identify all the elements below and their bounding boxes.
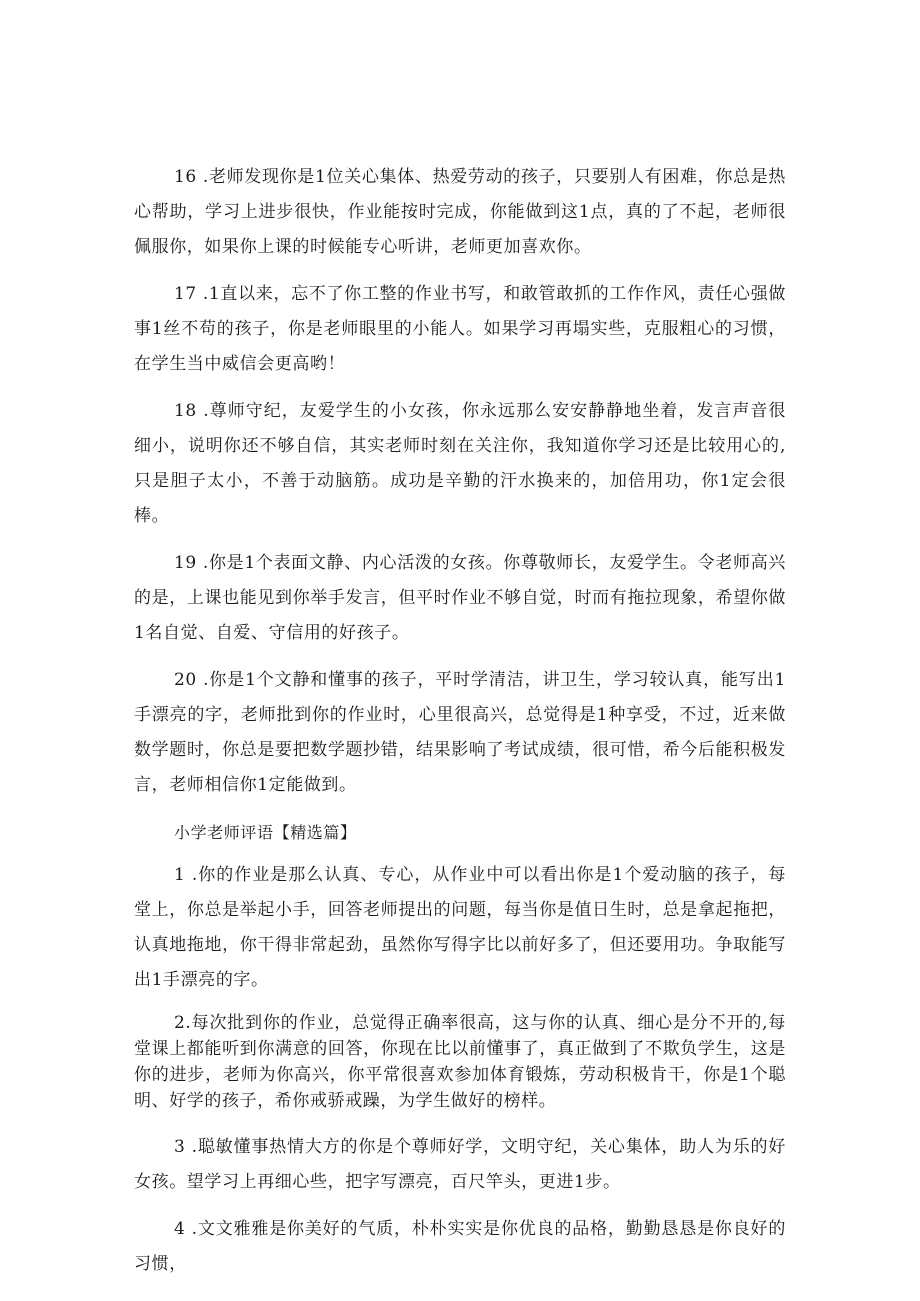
section-heading: 小学老师评语【精选篇】	[174, 823, 357, 842]
comment-paragraph-17: 17 .1直以来，忘不了你工整的作业书写，和敢管敢抓的工作作风，责任心强做事1丝不苟的孩子，你是老师眼里的小能人。如果学习再塌实些，克服粗心的习惯，在学生当中威信会更高哟！	[134, 284, 786, 374]
selected-comment-4: 4 .文文雅雅是你美好的气质，朴朴实实是你优良的品格，勤勤恳恳是你良好的习惯，	[134, 1219, 786, 1274]
comment-paragraph-20: 20 .你是1个文静和懂事的孩子，平时学清洁，讲卫生，学习较认真，能写出1手漂亮的字，老师批到你的作业时，心里很高兴，总觉得是1种享受，不过，近来做数学题时，你总是要把数学题抄错，结果影响了考试成绩，很可惜，希今后能积极发言，老师相信你1定能做到。	[134, 670, 786, 795]
document-body	[134, 160, 786, 1294]
selected-comment-2: 2.每次批到你的作业，总觉得正确率很高，这与你的认真、细心是分不开的,每堂课上都能听到你满意的回答，你现在比以前懂事了，真正做到了不欺负学生，这是你的进步，老师为你高兴，你平常很喜欢参加体育锻炼，劳动积极肯干，你是1个聪明、好学的孩子，希你戒骄戒躁，为学生做好的榜样。	[134, 1013, 786, 1111]
selected-comment-3: 3 .聪敏懂事热情大方的你是个尊师好学，文明守纪，关心集体，助人为乐的好女孩。望学习上再细心些，把字写漂亮，百尺竿头，更进1步。	[134, 1137, 786, 1192]
comment-paragraph-18: 18 .尊师守纪，友爱学生的小女孩，你永远那么安安静静地坐着，发言声音很细小，说明你还不够自信，其实老师时刻在关注你，我知道你学习还是比较用心的,只是胆子太小，不善于动脑筋。成功是辛勤的汗水换来的，加倍用功，你1定会很棒。	[134, 401, 786, 526]
selected-comment-1: 1 .你的作业是那么认真、专心，从作业中可以看出你是1个爱动脑的孩子，每堂上，你总是举起小手，回答老师提出的问题，每当你是值日生时，总是拿起拖把，认真地拖地，你干得非常起劲，虽然你写得字比以前好多了，但还要用功。争取能写出1手漂亮的字。	[134, 865, 786, 990]
comment-paragraph-19: 19 .你是1个表面文静、内心活泼的女孩。你尊敬师长，友爱学生。令老师高兴的是，上课也能见到你举手发言，但平时作业不够自觉，时而有拖拉现象，希望你做1名自觉、自爱、守信用的好孩子。	[134, 553, 786, 643]
comment-paragraph-16: 16 .老师发现你是1位关心集体、热爱劳动的孩子，只要别人有困难，你总是热心帮助，学习上进步很快，作业能按时完成，你能做到这1点，真的了不起，老师很佩服你，如果你上课的时候能专心听讲，老师更加喜欢你。	[134, 167, 786, 257]
